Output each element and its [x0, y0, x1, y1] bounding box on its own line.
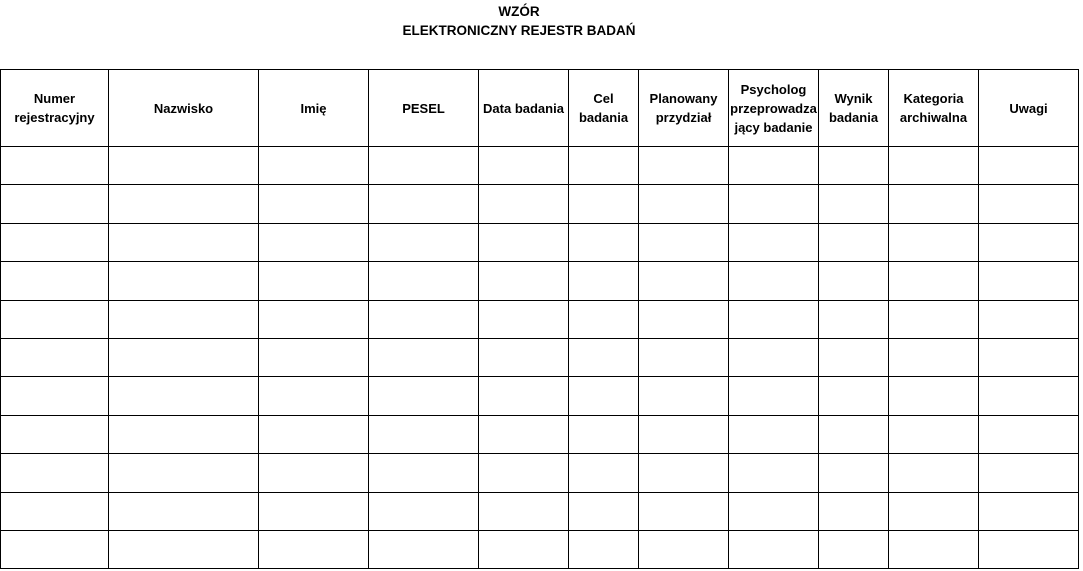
- table-cell-psycholog[interactable]: [729, 454, 819, 492]
- table-cell-imie[interactable]: [259, 147, 369, 185]
- table-cell-kategoria[interactable]: [889, 530, 979, 568]
- table-cell-przydzial[interactable]: [639, 185, 729, 223]
- table-cell-uwagi[interactable]: [979, 492, 1079, 530]
- table-cell-uwagi[interactable]: [979, 377, 1079, 415]
- table-cell-kategoria[interactable]: [889, 300, 979, 338]
- table-cell-nazwisko[interactable]: [109, 300, 259, 338]
- table-cell-kategoria[interactable]: [889, 454, 979, 492]
- table-row: [1, 185, 1079, 223]
- table-cell-pesel[interactable]: [369, 530, 479, 568]
- table-cell-nazwisko[interactable]: [109, 223, 259, 261]
- table-cell-przydzial[interactable]: [639, 415, 729, 453]
- column-header-uwagi: [979, 70, 1079, 147]
- column-header-label: Cel badania: [578, 91, 629, 125]
- column-header-label: Nazwisko: [153, 100, 214, 116]
- table-cell-imie[interactable]: [259, 185, 369, 223]
- table-row: [1, 300, 1079, 338]
- table-cell-imie[interactable]: [259, 300, 369, 338]
- table-cell-wynik[interactable]: [819, 262, 889, 300]
- column-header-label: Psycholog przeprowadzający badanie: [730, 81, 817, 135]
- column-header-pesel: [369, 70, 479, 147]
- table-cell-przydzial[interactable]: [639, 147, 729, 185]
- table-cell-uwagi[interactable]: [979, 262, 1079, 300]
- table-cell-numer[interactable]: [1, 338, 109, 376]
- table-cell-pesel[interactable]: [369, 338, 479, 376]
- table-cell-pesel[interactable]: [369, 147, 479, 185]
- column-header-cel: [569, 70, 639, 147]
- table-cell-cel[interactable]: [569, 147, 639, 185]
- column-header-label: Wynik badania: [828, 91, 879, 125]
- table-row: [1, 415, 1079, 453]
- table-cell-przydzial[interactable]: [639, 223, 729, 261]
- table-cell-wynik[interactable]: [819, 377, 889, 415]
- document-title: WZÓR: [498, 4, 540, 19]
- table-cell-numer[interactable]: [1, 415, 109, 453]
- table-cell-numer[interactable]: [1, 300, 109, 338]
- table-cell-wynik[interactable]: [819, 454, 889, 492]
- table-cell-numer[interactable]: [1, 223, 109, 261]
- table-cell-cel[interactable]: [569, 454, 639, 492]
- table-cell-kategoria[interactable]: [889, 262, 979, 300]
- column-header-label: Uwagi: [1009, 100, 1048, 116]
- table-cell-cel[interactable]: [569, 492, 639, 530]
- table-cell-przydzial[interactable]: [639, 338, 729, 376]
- table-cell-pesel[interactable]: [369, 377, 479, 415]
- table-cell-wynik[interactable]: [819, 300, 889, 338]
- table-cell-nazwisko[interactable]: [109, 530, 259, 568]
- table-cell-data[interactable]: [479, 377, 569, 415]
- table-cell-nazwisko[interactable]: [109, 338, 259, 376]
- table-row: [1, 377, 1079, 415]
- table-cell-pesel[interactable]: [369, 223, 479, 261]
- table-header: [1, 70, 1079, 147]
- table-cell-kategoria[interactable]: [889, 415, 979, 453]
- table-row: [1, 223, 1079, 261]
- table-cell-numer[interactable]: [1, 147, 109, 185]
- table-cell-data[interactable]: [479, 454, 569, 492]
- table-cell-cel[interactable]: [569, 223, 639, 261]
- table-cell-psycholog[interactable]: [729, 147, 819, 185]
- table-cell-uwagi[interactable]: [979, 338, 1079, 376]
- table-cell-imie[interactable]: [259, 338, 369, 376]
- table-cell-uwagi[interactable]: [979, 415, 1079, 453]
- table-cell-kategoria[interactable]: [889, 492, 979, 530]
- table-cell-nazwisko[interactable]: [109, 454, 259, 492]
- table-cell-wynik[interactable]: [819, 530, 889, 568]
- table-cell-data[interactable]: [479, 300, 569, 338]
- table-cell-data[interactable]: [479, 262, 569, 300]
- table-cell-uwagi[interactable]: [979, 223, 1079, 261]
- table-cell-psycholog[interactable]: [729, 530, 819, 568]
- table-cell-psycholog[interactable]: [729, 185, 819, 223]
- table-cell-uwagi[interactable]: [979, 300, 1079, 338]
- table-cell-data[interactable]: [479, 338, 569, 376]
- table-cell-pesel[interactable]: [369, 492, 479, 530]
- table-cell-cel[interactable]: [569, 377, 639, 415]
- table-cell-cel[interactable]: [569, 415, 639, 453]
- table-cell-przydzial[interactable]: [639, 300, 729, 338]
- table-row: [1, 492, 1079, 530]
- table-cell-psycholog[interactable]: [729, 338, 819, 376]
- table-row: [1, 530, 1079, 568]
- table-cell-numer[interactable]: [1, 530, 109, 568]
- table-cell-psycholog[interactable]: [729, 415, 819, 453]
- table-cell-przydzial[interactable]: [639, 492, 729, 530]
- column-header-nazwisko: [109, 70, 259, 147]
- table-cell-cel[interactable]: [569, 185, 639, 223]
- table-row: [1, 454, 1079, 492]
- table-row: [1, 338, 1079, 376]
- header-row: [1, 70, 1079, 147]
- table-cell-imie[interactable]: [259, 223, 369, 261]
- table-cell-numer[interactable]: [1, 492, 109, 530]
- table-cell-wynik[interactable]: [819, 415, 889, 453]
- table-cell-przydzial[interactable]: [639, 377, 729, 415]
- table-cell-data[interactable]: [479, 530, 569, 568]
- table-cell-kategoria[interactable]: [889, 377, 979, 415]
- table-row: [1, 262, 1079, 300]
- column-header-label: Data badania: [483, 100, 564, 116]
- table-cell-pesel[interactable]: [369, 415, 479, 453]
- table-cell-cel[interactable]: [569, 300, 639, 338]
- table-cell-psycholog[interactable]: [729, 300, 819, 338]
- table-cell-nazwisko[interactable]: [109, 185, 259, 223]
- column-header-label: Kategoria archiwalna: [899, 91, 968, 125]
- table-cell-kategoria[interactable]: [889, 223, 979, 261]
- table-cell-uwagi[interactable]: [979, 185, 1079, 223]
- table-cell-imie[interactable]: [259, 377, 369, 415]
- table-cell-imie[interactable]: [259, 415, 369, 453]
- table-cell-nazwisko[interactable]: [109, 415, 259, 453]
- table-cell-numer[interactable]: [1, 454, 109, 492]
- table-cell-imie[interactable]: [259, 492, 369, 530]
- table-row: [1, 147, 1079, 185]
- table-cell-numer[interactable]: [1, 377, 109, 415]
- column-header-label: Imię: [300, 100, 327, 116]
- table-cell-psycholog[interactable]: [729, 262, 819, 300]
- column-header-przydzial: [639, 70, 729, 147]
- table-cell-cel[interactable]: [569, 338, 639, 376]
- table-cell-nazwisko[interactable]: [109, 377, 259, 415]
- table-cell-numer[interactable]: [1, 185, 109, 223]
- register-table: [0, 69, 1079, 569]
- table-cell-psycholog[interactable]: [729, 492, 819, 530]
- table-cell-kategoria[interactable]: [889, 338, 979, 376]
- table-cell-przydzial[interactable]: [639, 530, 729, 568]
- column-header-kategoria: [889, 70, 979, 147]
- table-cell-pesel[interactable]: [369, 300, 479, 338]
- document-subtitle: ELEKTRONICZNY REJESTR BADAŃ: [402, 23, 636, 38]
- table-cell-data[interactable]: [479, 185, 569, 223]
- table-cell-pesel[interactable]: [369, 454, 479, 492]
- table-cell-data[interactable]: [479, 147, 569, 185]
- column-header-wynik: [819, 70, 889, 147]
- table-cell-data[interactable]: [479, 492, 569, 530]
- table-cell-psycholog[interactable]: [729, 377, 819, 415]
- table-cell-cel[interactable]: [569, 262, 639, 300]
- table-cell-imie[interactable]: [259, 454, 369, 492]
- column-header-label: Planowany przydział: [649, 91, 718, 125]
- column-header-numer: [1, 70, 109, 147]
- table-cell-nazwisko[interactable]: [109, 147, 259, 185]
- table-cell-imie[interactable]: [259, 262, 369, 300]
- table-cell-przydzial[interactable]: [639, 262, 729, 300]
- document-header: [0, 2, 1038, 40]
- table-cell-imie[interactable]: [259, 530, 369, 568]
- column-header-label: Numer rejestracyjny: [14, 91, 95, 125]
- table-cell-data[interactable]: [479, 415, 569, 453]
- table-cell-kategoria[interactable]: [889, 185, 979, 223]
- table-cell-wynik[interactable]: [819, 185, 889, 223]
- column-header-imie: [259, 70, 369, 147]
- table-cell-wynik[interactable]: [819, 492, 889, 530]
- table-cell-pesel[interactable]: [369, 185, 479, 223]
- table-cell-nazwisko[interactable]: [109, 262, 259, 300]
- column-header-label: PESEL: [402, 100, 445, 116]
- column-header-data: [479, 70, 569, 147]
- table-cell-data[interactable]: [479, 223, 569, 261]
- table-cell-wynik[interactable]: [819, 147, 889, 185]
- table-cell-nazwisko[interactable]: [109, 492, 259, 530]
- table-cell-uwagi[interactable]: [979, 454, 1079, 492]
- table-cell-pesel[interactable]: [369, 262, 479, 300]
- table-cell-uwagi[interactable]: [979, 147, 1079, 185]
- table-body: [1, 147, 1079, 569]
- table-cell-przydzial[interactable]: [639, 454, 729, 492]
- table-cell-cel[interactable]: [569, 530, 639, 568]
- table-cell-kategoria[interactable]: [889, 147, 979, 185]
- table-cell-uwagi[interactable]: [979, 530, 1079, 568]
- column-header-psycholog: [729, 70, 819, 147]
- table-cell-psycholog[interactable]: [729, 223, 819, 261]
- table-cell-wynik[interactable]: [819, 338, 889, 376]
- table-cell-numer[interactable]: [1, 262, 109, 300]
- table-cell-wynik[interactable]: [819, 223, 889, 261]
